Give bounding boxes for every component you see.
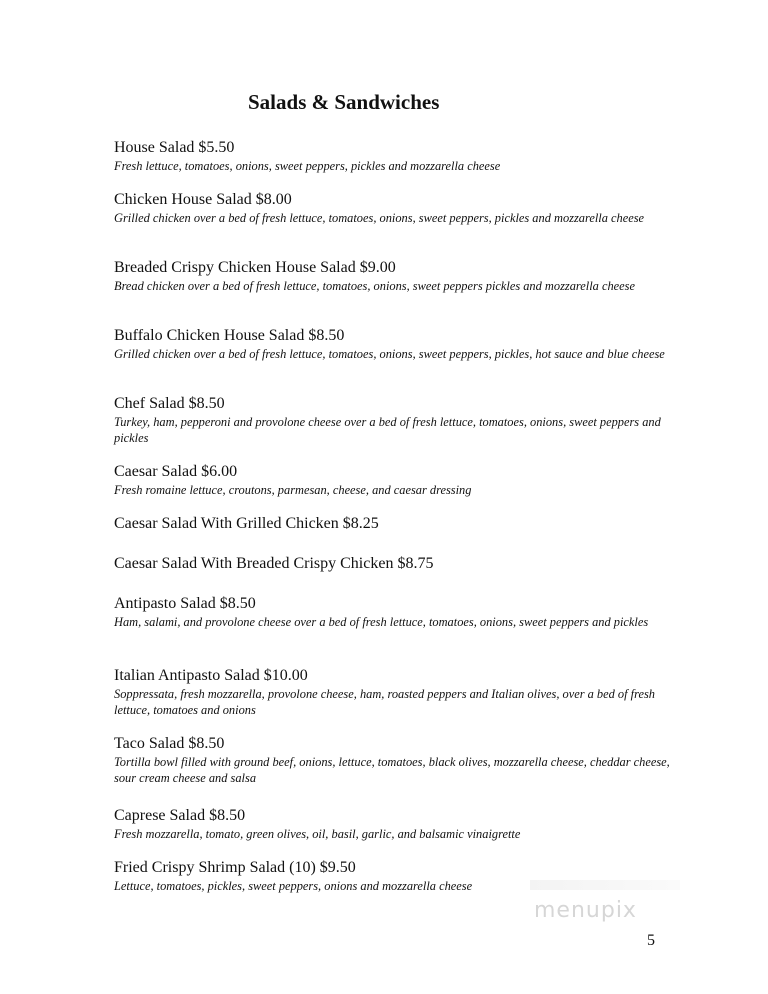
menu-item-name: Fried Crispy Shrimp Salad (10) $9.50 <box>114 859 356 876</box>
menu-item <box>114 515 674 533</box>
menu-item <box>114 667 674 718</box>
menu-item <box>114 259 674 294</box>
menu-item-description: Fresh mozzarella, tomato, green olives, oil, basil, garlic, and balsamic vinaigrette <box>114 827 521 841</box>
faint-artifact <box>530 880 680 890</box>
menu-item <box>114 595 674 630</box>
menu-item-description: Fresh romaine lettuce, croutons, parmesan, cheese, and caesar dressing <box>114 483 472 497</box>
menupix-watermark: menupix <box>534 898 637 923</box>
menu-item-name: Chicken House Salad $8.00 <box>114 191 292 208</box>
menu-item-name: Caesar Salad $6.00 <box>114 463 238 480</box>
menu-item-name: Taco Salad $8.50 <box>114 735 225 752</box>
menu-item <box>114 139 674 174</box>
page-number: 5 <box>647 932 655 949</box>
menu-item <box>114 463 674 498</box>
menu-item <box>114 327 674 362</box>
menu-item <box>114 555 674 573</box>
menu-item-name: Antipasto Salad $8.50 <box>114 595 256 612</box>
menu-item-description: Tortilla bowl filled with ground beef, onions, lettuce, tomatoes, black olives, mozzarella cheese, cheddar cheese, sour cream cheese and salsa <box>114 755 670 785</box>
menu-item-name: Caesar Salad With Grilled Chicken $8.25 <box>114 515 379 532</box>
menu-item-description: Lettuce, tomatoes, pickles, sweet peppers, onions and mozzarella cheese <box>114 879 473 893</box>
menu-item-name: Caprese Salad $8.50 <box>114 807 246 824</box>
menu-item-description: Soppressata, fresh mozzarella, provolone cheese, ham, roasted peppers and Italian olives, over a bed of fresh lettuce, tomatoes and onions <box>114 687 655 717</box>
menu-item-name: Caesar Salad With Breaded Crispy Chicken $8.75 <box>114 555 434 572</box>
menu-item <box>114 735 674 786</box>
page-title: Salads & Sandwiches <box>248 90 440 114</box>
menu-item-description: Bread chicken over a bed of fresh lettuce, tomatoes, onions, sweet peppers pickles and mozzarella cheese <box>114 279 635 293</box>
menu-item <box>114 807 674 842</box>
menu-item <box>114 395 674 446</box>
menu-item-description: Grilled chicken over a bed of fresh lettuce, tomatoes, onions, sweet peppers, pickles, hot sauce and blue cheese <box>114 347 665 361</box>
menu-item-description: Ham, salami, and provolone cheese over a bed of fresh lettuce, tomatoes, onions, sweet peppers and pickles <box>114 615 649 629</box>
menu-item-name: Breaded Crispy Chicken House Salad $9.00 <box>114 259 396 276</box>
menu-item <box>114 191 674 226</box>
menu-item-name: Italian Antipasto Salad $10.00 <box>114 667 308 684</box>
menu-item-description: Grilled chicken over a bed of fresh lettuce, tomatoes, onions, sweet peppers, pickles and mozzarella cheese <box>114 211 645 225</box>
menu-item-description: Fresh lettuce, tomatoes, onions, sweet peppers, pickles and mozzarella cheese <box>114 159 501 173</box>
menu-item-name: House Salad $5.50 <box>114 139 235 156</box>
menu-item-description: Turkey, ham, pepperoni and provolone cheese over a bed of fresh lettuce, tomatoes, onions, sweet peppers and pickles <box>114 415 661 445</box>
menu-item-name: Buffalo Chicken House Salad $8.50 <box>114 327 345 344</box>
menu-item-name: Chef Salad $8.50 <box>114 395 225 412</box>
